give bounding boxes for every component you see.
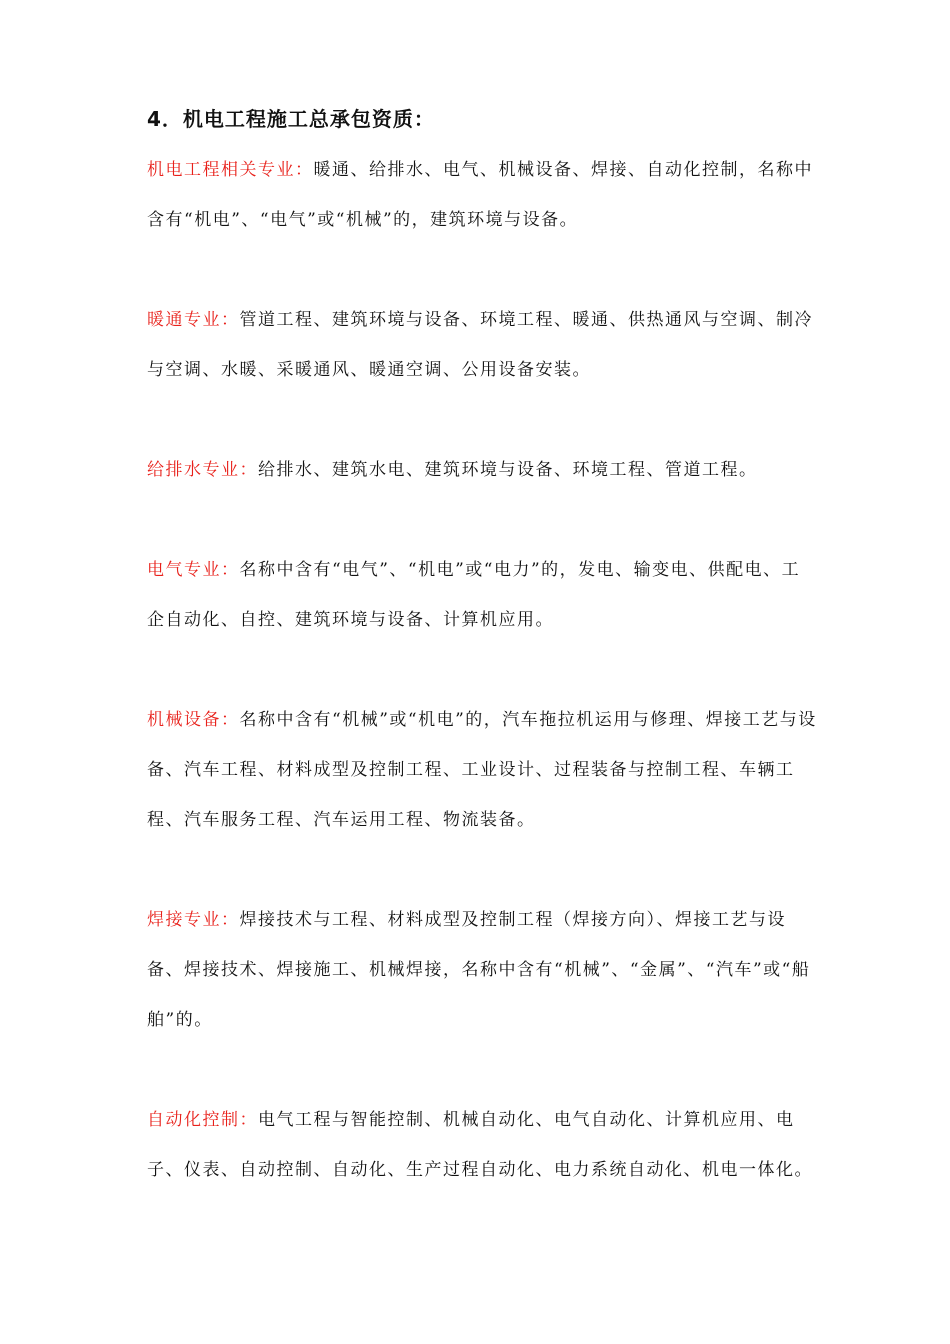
paragraph-text: 给排水、建筑水电、建筑环境与设备、环境工程、管道工程。	[258, 460, 758, 480]
paragraph-mechanical-electrical	[147, 145, 817, 245]
paragraph-label: 自动化控制：	[147, 1110, 258, 1130]
paragraph-text: 管道工程、建筑环境与设备、环境工程、暖通、供热通风与空调、制冷与空调、水暖、采暖通风、暖通空调、公用设备安装。	[147, 310, 813, 380]
paragraph-label: 机械设备：	[147, 710, 240, 730]
paragraph-label: 给排水专业：	[147, 460, 258, 480]
paragraph-label: 焊接专业：	[147, 910, 240, 930]
paragraph-water-supply-drainage	[147, 445, 817, 495]
paragraph-text: 名称中含有“机械”或“机电”的，汽车拖拉机运用与修理、焊接工艺与设备、汽车工程、材料成型及控制工程、工业设计、过程装备与控制工程、车辆工程、汽车服务工程、汽车运用工程、物流装备。	[147, 710, 817, 830]
paragraph-text: 名称中含有“电气”、“机电”或“电力”的，发电、输变电、供配电、工企自动化、自控、建筑环境与设备、计算机应用。	[147, 560, 801, 630]
paragraph-text: 焊接技术与工程、材料成型及控制工程（焊接方向）、焊接工艺与设备、焊接技术、焊接施工、机械焊接，名称中含有“机械”、“金属”、“汽车”或“船舶”的。	[147, 910, 811, 1030]
paragraph-text: 电气工程与智能控制、机械自动化、电气自动化、计算机应用、电子、仪表、自动控制、自动化、生产过程自动化、电力系统自动化、机电一体化。	[147, 1110, 813, 1180]
paragraph-automation-control	[147, 1095, 817, 1195]
paragraph-welding	[147, 895, 817, 1045]
paragraph-hvac	[147, 295, 817, 395]
paragraph-label: 暖通专业：	[147, 310, 240, 330]
paragraph-mechanical-equipment	[147, 695, 817, 845]
paragraph-label: 机电工程相关专业：	[147, 160, 314, 180]
paragraph-text: 暖通、给排水、电气、机械设备、焊接、自动化控制，名称中含有“机电”、“电气”或“机械”的，建筑环境与设备。	[147, 160, 813, 230]
paragraph-label: 电气专业：	[147, 560, 240, 580]
paragraph-electrical	[147, 545, 817, 645]
section-heading: 4．机电工程施工总承包资质：	[147, 107, 435, 131]
